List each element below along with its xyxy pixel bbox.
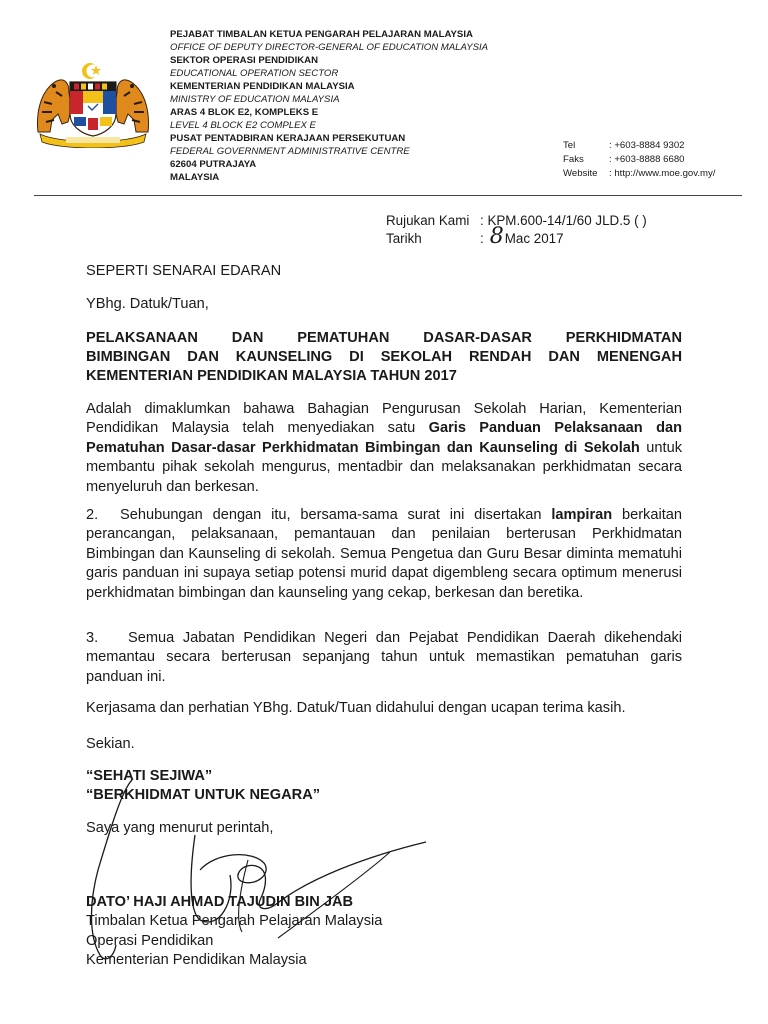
reference-label: Rujukan Kami [386,213,470,228]
paragraph-text: Sehubungan dengan itu, bersama-sama surat ini disertakan [120,507,552,523]
letterhead-line-3: SEKTOR OPERASI PENDIDIKAN [170,55,319,66]
handwritten-day: 8 [489,223,504,249]
order-line: Saya yang menurut perintah, [86,820,274,836]
paragraph-number: 2. [86,507,99,523]
date-label: Tarikh [386,230,422,246]
title-line: PELAKSANAAN DAN PEMATUHAN DASAR-DASAR PERKHIDMATAN [86,330,682,346]
paragraph-text: Adalah dimaklumkan bahawa Bahagian Pengurusan Sekolah Harian, Kementerian Pendidikan Malaysia telah menyediakan satu [86,401,682,437]
contact-value: : +603-8884 9302 [609,140,685,151]
contact-value: : +603-8888 6680 [609,154,685,165]
letterhead-line-8: LEVEL 4 BLOCK E2 COMPLEX E [170,120,316,131]
contact-fax [563,153,715,167]
signatory-ministry: Kementerian Pendidikan Malaysia [86,952,307,969]
closing: Sekian. [86,736,135,752]
letterhead-line-10: FEDERAL GOVERNMENT ADMINISTRATIVE CENTRE [170,146,410,157]
letterhead-line-11: 62604 PUTRAJAYA [170,159,257,170]
title-line: BIMBINGAN DAN KAUNSELING DI SEKOLAH RENDAH DAN MENENGAH [86,349,682,365]
slogan-2: “BERKHIDMAT UNTUK NEGARA” [86,787,321,803]
letterhead-line-4: EDUCATIONAL OPERATION SECTOR [170,68,339,79]
reference-block [386,212,647,247]
signatory-title: Timbalan Ketua Pengarah Pelajaran Malaysia [86,913,383,930]
contact-tel [563,139,715,153]
paragraph-text: Semua Jabatan Pendidikan Negeri dan Pejabat Pendidikan Daerah dikehendaki memantau secara berterusan sepanjang tahun untuk memastikan pematuhan garis panduan ini. [86,630,682,685]
letterhead-line-7: ARAS 4 BLOK E2, KOMPLEKS E [170,107,319,118]
letterhead-line-12: MALAYSIA [170,172,220,183]
signatory-name: DATO’ HAJI AHMAD TAJUDIN BIN JAB [86,894,354,910]
shield-icon [70,82,116,136]
slogan-1: “SEHATI SEJIWA” [86,768,213,784]
paragraph-text: untuk membantu pihak sekolah mengurus, mentadbir dan melaksanakan perkhidmatan secara menyeluruh dan berkesan. [86,439,682,495]
recipient: SEPERTI SENARAI EDARAN [86,263,282,279]
letterhead-line-2: OFFICE OF DEPUTY DIRECTOR-GENERAL OF EDUCATION MALAYSIA [170,42,489,53]
contact-label: Tel [563,140,576,151]
date-row [386,223,647,249]
paragraph-2 [86,506,682,603]
paragraph-1 [86,400,682,497]
paragraph-number: 3. [86,630,99,646]
date-colon: : [480,230,484,246]
website-link[interactable]: : http://www.moe.gov.my/ [609,168,716,179]
contact-block [563,139,715,181]
letter-title [86,329,682,386]
paragraph-bold-text: lampiran [551,507,613,523]
letterhead-line-5: KEMENTERIAN PENDIDIKAN MALAYSIA [170,81,355,92]
contact-label: Website [563,168,598,179]
signatory-block [86,893,382,971]
title-line: KEMENTERIAN PENDIDIKAN MALAYSIA TAHUN 2017 [86,368,457,384]
letterhead-line-9: PUSAT PENTADBIRAN KERAJAAN PERSEKUTUAN [170,133,406,144]
paragraph-3 [86,629,682,687]
letterhead-divider [34,195,742,196]
letterhead-line-1: PEJABAT TIMBALAN KETUA PENGARAH PELAJARAN MALAYSIA [170,29,473,40]
contact-website [563,167,715,181]
left-tiger-icon [38,80,71,132]
reference-value: : KPM.600-14/1/60 JLD.5 ( ) [480,213,647,228]
letterhead-line-6: MINISTRY OF EDUCATION MALAYSIA [170,94,340,105]
right-tiger-icon [115,80,148,132]
contact-label: Faks [563,154,584,165]
paragraph-text: berkaitan perancangan, pelaksanaan, pemantauan dan penilaian berterusan Perkhidmatan Bimbingan dan Kaunseling di sekolah. Semua Pengetua dan Guru Besar diminta mematuhi garis panduan ini supaya setiap potensi murid dapat digembleng secara optimum menerusi perkhidmatan bimbingan dan kaunseling yang cekap, berkesan dan beretika. [86,507,683,601]
signatory-division: Operasi Pendidikan [86,932,214,949]
date-value: Mac 2017 [504,230,564,246]
reference-row [386,212,647,230]
malaysia-coat-of-arms-logo [30,62,156,148]
star-crescent-icon [82,63,101,79]
paragraph-bold-text: Garis Panduan Pelaksanaan dan Pematuhan Dasar-dasar Perkhidmatan Bimbingan dan Kaunseling di Sekolah [86,420,683,456]
paragraph-4: Kerjasama dan perhatian YBhg. Datuk/Tuan didahului dengan ucapan terima kasih. [86,700,626,716]
salutation: YBhg. Datuk/Tuan, [86,296,209,312]
